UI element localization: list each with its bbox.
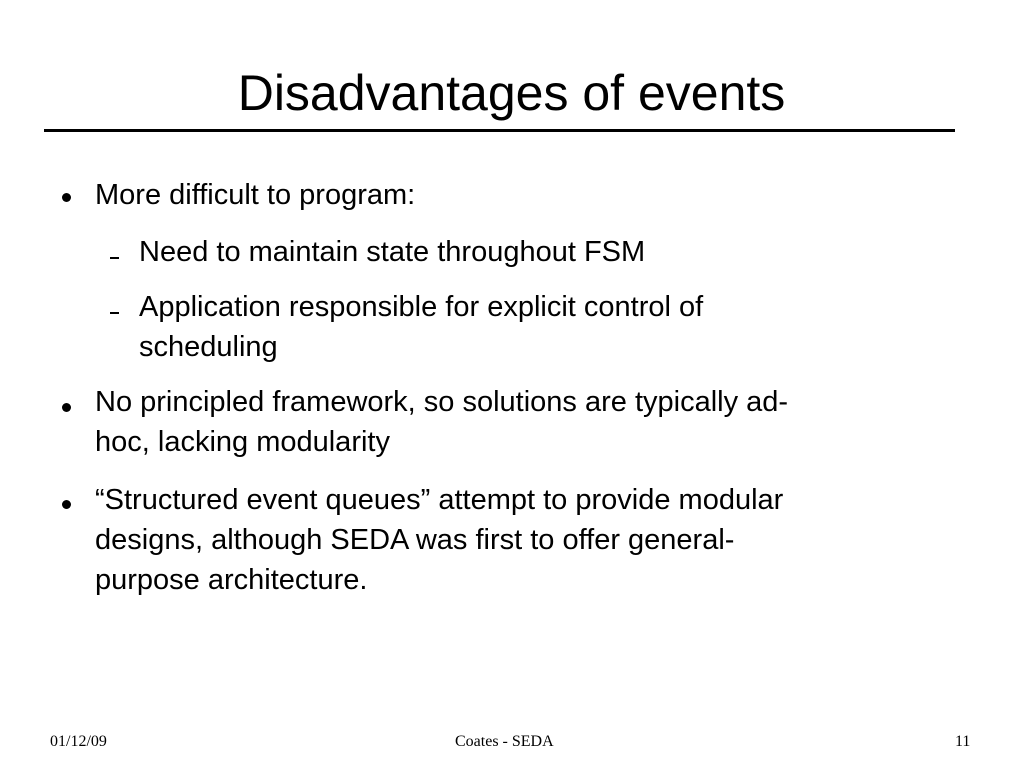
bullet-3-line-1: “Structured event queues” attempt to provide modular [95, 484, 784, 516]
footer-title: Coates - SEDA [455, 733, 554, 750]
bullet-3-line-3: purpose architecture. [95, 564, 368, 596]
footer-date: 01/12/09 [50, 733, 107, 750]
sub-item-2-line-2: scheduling [139, 331, 278, 363]
bullet-dot-icon [62, 193, 71, 202]
bullet-dot-icon [62, 403, 71, 412]
bullet-3-line-2: designs, although SEDA was first to offer general- [95, 524, 735, 556]
bullet-2-line-1: No principled framework, so solutions are typically ad- [95, 386, 789, 418]
bullet-1-line-1: More difficult to program: [95, 179, 416, 211]
footer-page-number: 11 [955, 733, 971, 750]
sub-item-2-line-1: Application responsible for explicit control of [139, 291, 704, 323]
sub-dash-icon [110, 257, 119, 259]
sub-item-1-line-1: Need to maintain state throughout FSM [139, 236, 646, 268]
sub-dash-icon [110, 312, 119, 314]
slide-title: Disadvantages of events [237, 65, 786, 121]
bullet-2-line-2: hoc, lacking modularity [95, 426, 390, 458]
bullet-dot-icon [62, 500, 71, 509]
